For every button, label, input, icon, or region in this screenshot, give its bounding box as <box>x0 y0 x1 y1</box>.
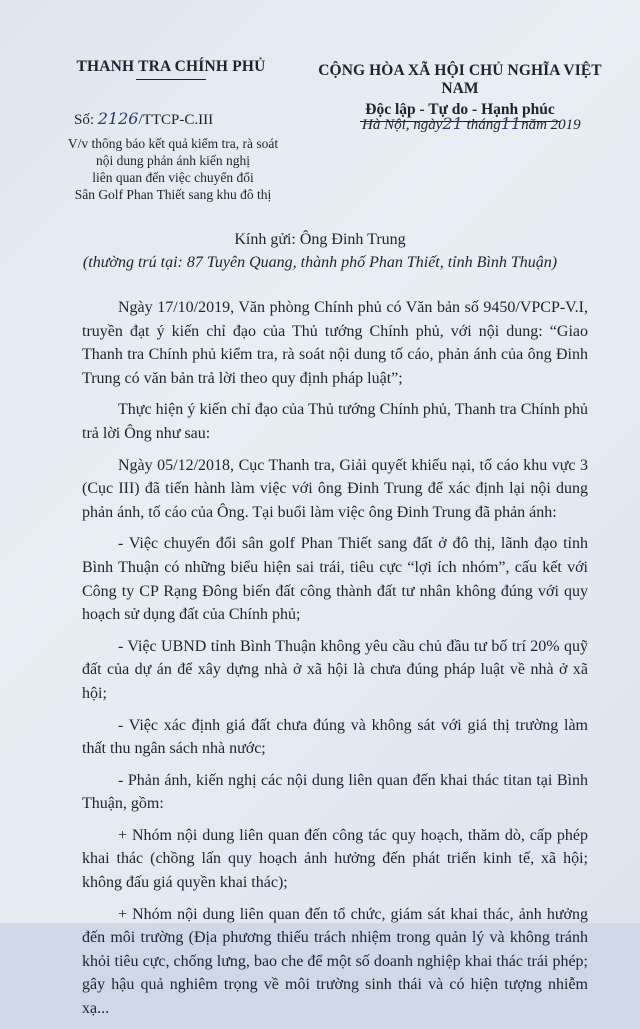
body-paragraph: - Việc xác định giá đất chưa đúng và không sát với giá thị trường làm thất thu ngân sách nhà nước; <box>82 716 588 758</box>
republic-name: CỘNG HÒA XÃ HỘI CHỦ NGHĨA VIỆT NAM <box>318 62 602 97</box>
body-paragraph: - Việc UBND tỉnh Bình Thuận không yêu cầu chủ đầu tư bố trí 20% quỹ đất của dự án để xây dựng nhà ở xã hội là chưa đúng pháp luật về nhà ở xã hội; <box>82 637 588 702</box>
national-header <box>300 62 620 122</box>
date-prefix: Hà Nội, ngày <box>362 117 443 133</box>
docnum-prefix: Số: <box>74 112 95 128</box>
agency-block <box>56 58 286 80</box>
date-month-handwritten: 11 <box>500 114 522 133</box>
national-motto: Độc lập - Tự do - Hạnh phúc <box>365 101 555 118</box>
body-paragraph: - Phản ánh, kiến nghị các nội dung liên quan đến khai thác titan tại Bình Thuận, gồm: <box>82 771 588 813</box>
dateline <box>362 114 581 134</box>
date-day-handwritten: 21 <box>442 114 463 133</box>
body-paragraph: + Nhóm nội dung liên quan đến tổ chức, giám sát khai thác, ảnh hưởng đến môi trường (Địa phương thiếu trách nhiệm trong quản lý và không tránh khỏi tiêu cực, chống lưng, bao che để một số doanh nghiệp khai thác trái phép; gây hậu quả nghiêm trọng về môi trường sinh thái và có hiện tượng nhiễm xạ... <box>82 905 588 1018</box>
docnum-suffix: /TTCP-C.III <box>138 112 214 128</box>
recipient-line: Kính gửi: Ông Đinh Trung <box>234 231 406 248</box>
subject-line: V/v thông báo kết quả kiểm tra, rà soát <box>67 136 279 151</box>
body-paragraph: Ngày 17/10/2019, Văn phòng Chính phủ có Văn bản số 9450/VPCP-V.I, truyền đạt ý kiến chỉ đạo của Thủ tướng Chính phủ, với nội dung: “Giao Thanh tra Chính phủ kiểm tra, rà soát nội dung tố cáo, phản ánh của ông Đinh Trung có văn bản trả lời theo quy định pháp luật”; <box>82 299 588 387</box>
agency-name: THANH TRA CHÍNH PHỦ <box>76 58 266 75</box>
subject-line: Sân Golf Phan Thiết sang khu đô thị <box>74 187 272 202</box>
docnum-handwritten-number: 2126 <box>97 109 139 128</box>
subject-line: nội dung phản ánh kiến nghị <box>95 153 251 168</box>
body-paragraph: - Việc chuyển đổi sân golf Phan Thiết sang đất ở đô thị, lãnh đạo tỉnh Bình Thuận có những biểu hiện sai trái, tiêu cực “lợi ích nhóm”, cấu kết với Công ty CP Rạng Đông biến đất công thành đất tư nhân không đúng với quy hoạch sử dụng đất của Chính phủ; <box>82 535 588 624</box>
letter-body <box>82 296 588 1029</box>
body-paragraph: Ngày 05/12/2018, Cục Thanh tra, Giải quyết khiếu nại, tố cáo khu vực 3 (Cục III) đã tiến hành làm việc với ông Đinh Trung để xác định lại nội dung phản ánh, tố cáo của Ông. Tại buổi làm việc ông Đinh Trung đã phản ánh: <box>82 456 588 521</box>
body-paragraph: Thực hiện ý kiến chỉ đạo của Thủ tướng Chính phủ, Thanh tra Chính phủ trả lời Ông như sau: <box>82 401 588 442</box>
date-month-label: tháng <box>466 117 501 133</box>
document-number <box>74 109 213 129</box>
date-year: năm 2019 <box>521 117 581 133</box>
agency-underline <box>136 79 206 80</box>
subject-line: liên quan đến việc chuyển đổi <box>92 170 254 185</box>
recipient-block <box>0 228 640 274</box>
body-paragraph: + Nhóm nội dung liên quan đến công tác quy hoạch, thăm dò, cấp phép khai thác (chồng lấn quy hoạch ảnh hưởng đến phát triển kinh tế, xã hội; không đấu giá quyền khai thác); <box>82 826 588 892</box>
subject-block <box>60 135 286 203</box>
recipient-address: (thường trú tại: 87 Tuyên Quang, thành phố Phan Thiết, tỉnh Bình Thuận) <box>82 254 558 271</box>
